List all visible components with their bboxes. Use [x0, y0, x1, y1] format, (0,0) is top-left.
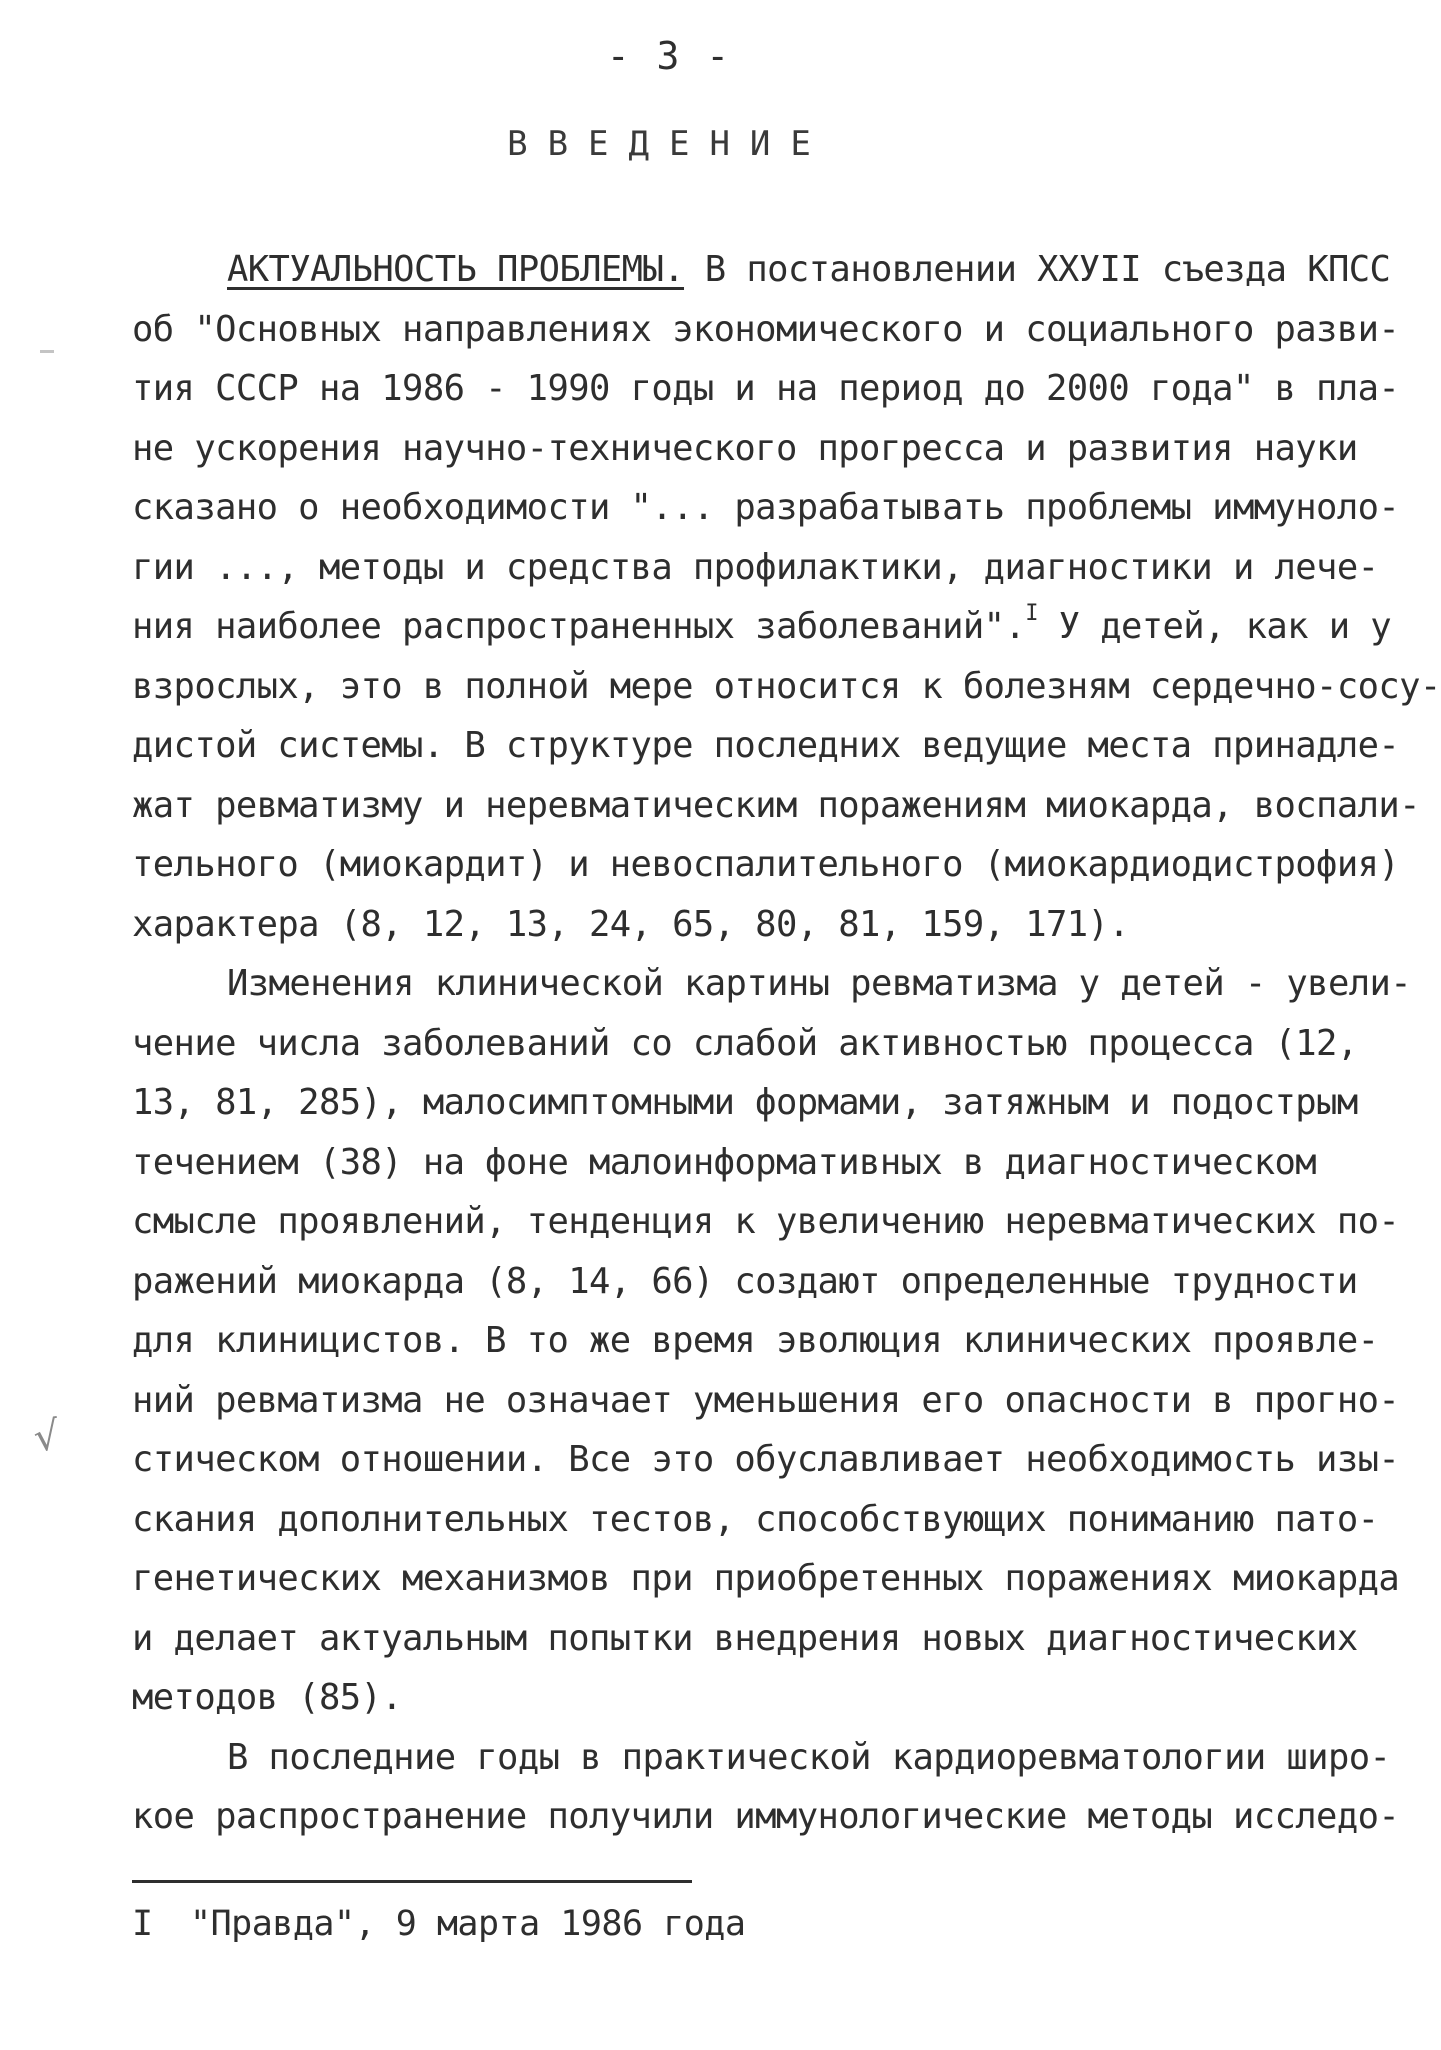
margin-dash: [40, 350, 54, 353]
text-line: кое распространение получили иммунологические методы исследо-: [132, 1796, 1400, 1837]
text-line: дистой системы. В структуре последних ведущие места принадле-: [132, 725, 1400, 766]
margin-check-mark: √: [30, 1412, 63, 1462]
text-line: генетических механизмов при приобретенных поражениях миокарда: [132, 1558, 1400, 1599]
footnote-marker: I: [132, 1904, 153, 1944]
text-line: гии ..., методы и средства профилактики, диагностики и лече-: [132, 546, 1379, 588]
footnote: [132, 1904, 745, 1944]
text-line: характера (8, 12, 13, 24, 65, 80, 81, 159, 171).: [132, 903, 1130, 945]
text-line: смысле проявлений, тенденция к увеличению неревматических по-: [132, 1201, 1400, 1242]
text-line: и делает актуальным попытки внедрения новых диагностических: [132, 1617, 1358, 1659]
text-line: течением (38) на фоне малоинформативных в диагностическом: [132, 1141, 1317, 1183]
text-line: В последние годы в практической кардиоревматологии широ-: [227, 1736, 1391, 1778]
text-line: методов (85).: [132, 1677, 403, 1718]
text-line: ний ревматизма не означает уменьшения его опасности в прогно-: [132, 1379, 1400, 1421]
text-line: чение числа заболеваний со слабой активностью процесса (12,: [132, 1022, 1358, 1064]
text-line: сказано о необходимости "... разрабатывать проблемы иммуноло-: [132, 487, 1400, 528]
text-line: не ускорения научно-технического прогресса и развития науки: [132, 427, 1358, 469]
text-line: АКТУАЛЬНОСТЬ ПРОБЛЕМЫ. В постановлении XXУII съезда КПСС: [227, 249, 1391, 290]
text-line: об "Основных направлениях экономического и социального разви-: [132, 308, 1400, 350]
footnote-text: "Правда", 9 марта 1986 года: [190, 1904, 746, 1944]
text-line: взрослых, это в полной мере относится к болезням сердечно-сосу-: [132, 665, 1441, 707]
text-line: тельного (миокардит) и невоспалительного (миокардиодистрофия): [132, 844, 1400, 885]
text-line: ния наиболее распространенных заболеваний".$^I$ У детей, как и у: [132, 601, 1392, 647]
footnote-rule: [132, 1880, 692, 1883]
text-line: жат ревматизму и неревматическим поражениям миокарда, воспали-: [132, 784, 1420, 826]
lead-term: АКТУАЛЬНОСТЬ ПРОБЛЕМЫ.: [227, 249, 685, 290]
text-line: скания дополнительных тестов, способствующих пониманию пато-: [132, 1498, 1379, 1540]
text-line: тия СССР на 1986 - 1990 годы и на период до 2000 года" в пла-: [132, 368, 1400, 409]
text-line: для клиницистов. В то же время эволюция клинических проявле-: [132, 1320, 1379, 1361]
body-text: [132, 240, 1441, 1847]
text-line: 13, 81, 285), малосимптомными формами, затяжным и подострым: [132, 1082, 1358, 1123]
text-line: стическом отношении. Все это обуславливает необходимость изы-: [132, 1439, 1400, 1480]
text-line: Изменения клинической картины ревматизма у детей - увели-: [227, 963, 1412, 1004]
section-heading: ВВЕДЕНИЕ: [507, 124, 831, 164]
footnote-reference: I: [1025, 601, 1038, 626]
page-number: - 3 -: [606, 34, 732, 78]
text-line: ражений миокарда (8, 14, 66) создают определенные трудности: [132, 1260, 1358, 1302]
